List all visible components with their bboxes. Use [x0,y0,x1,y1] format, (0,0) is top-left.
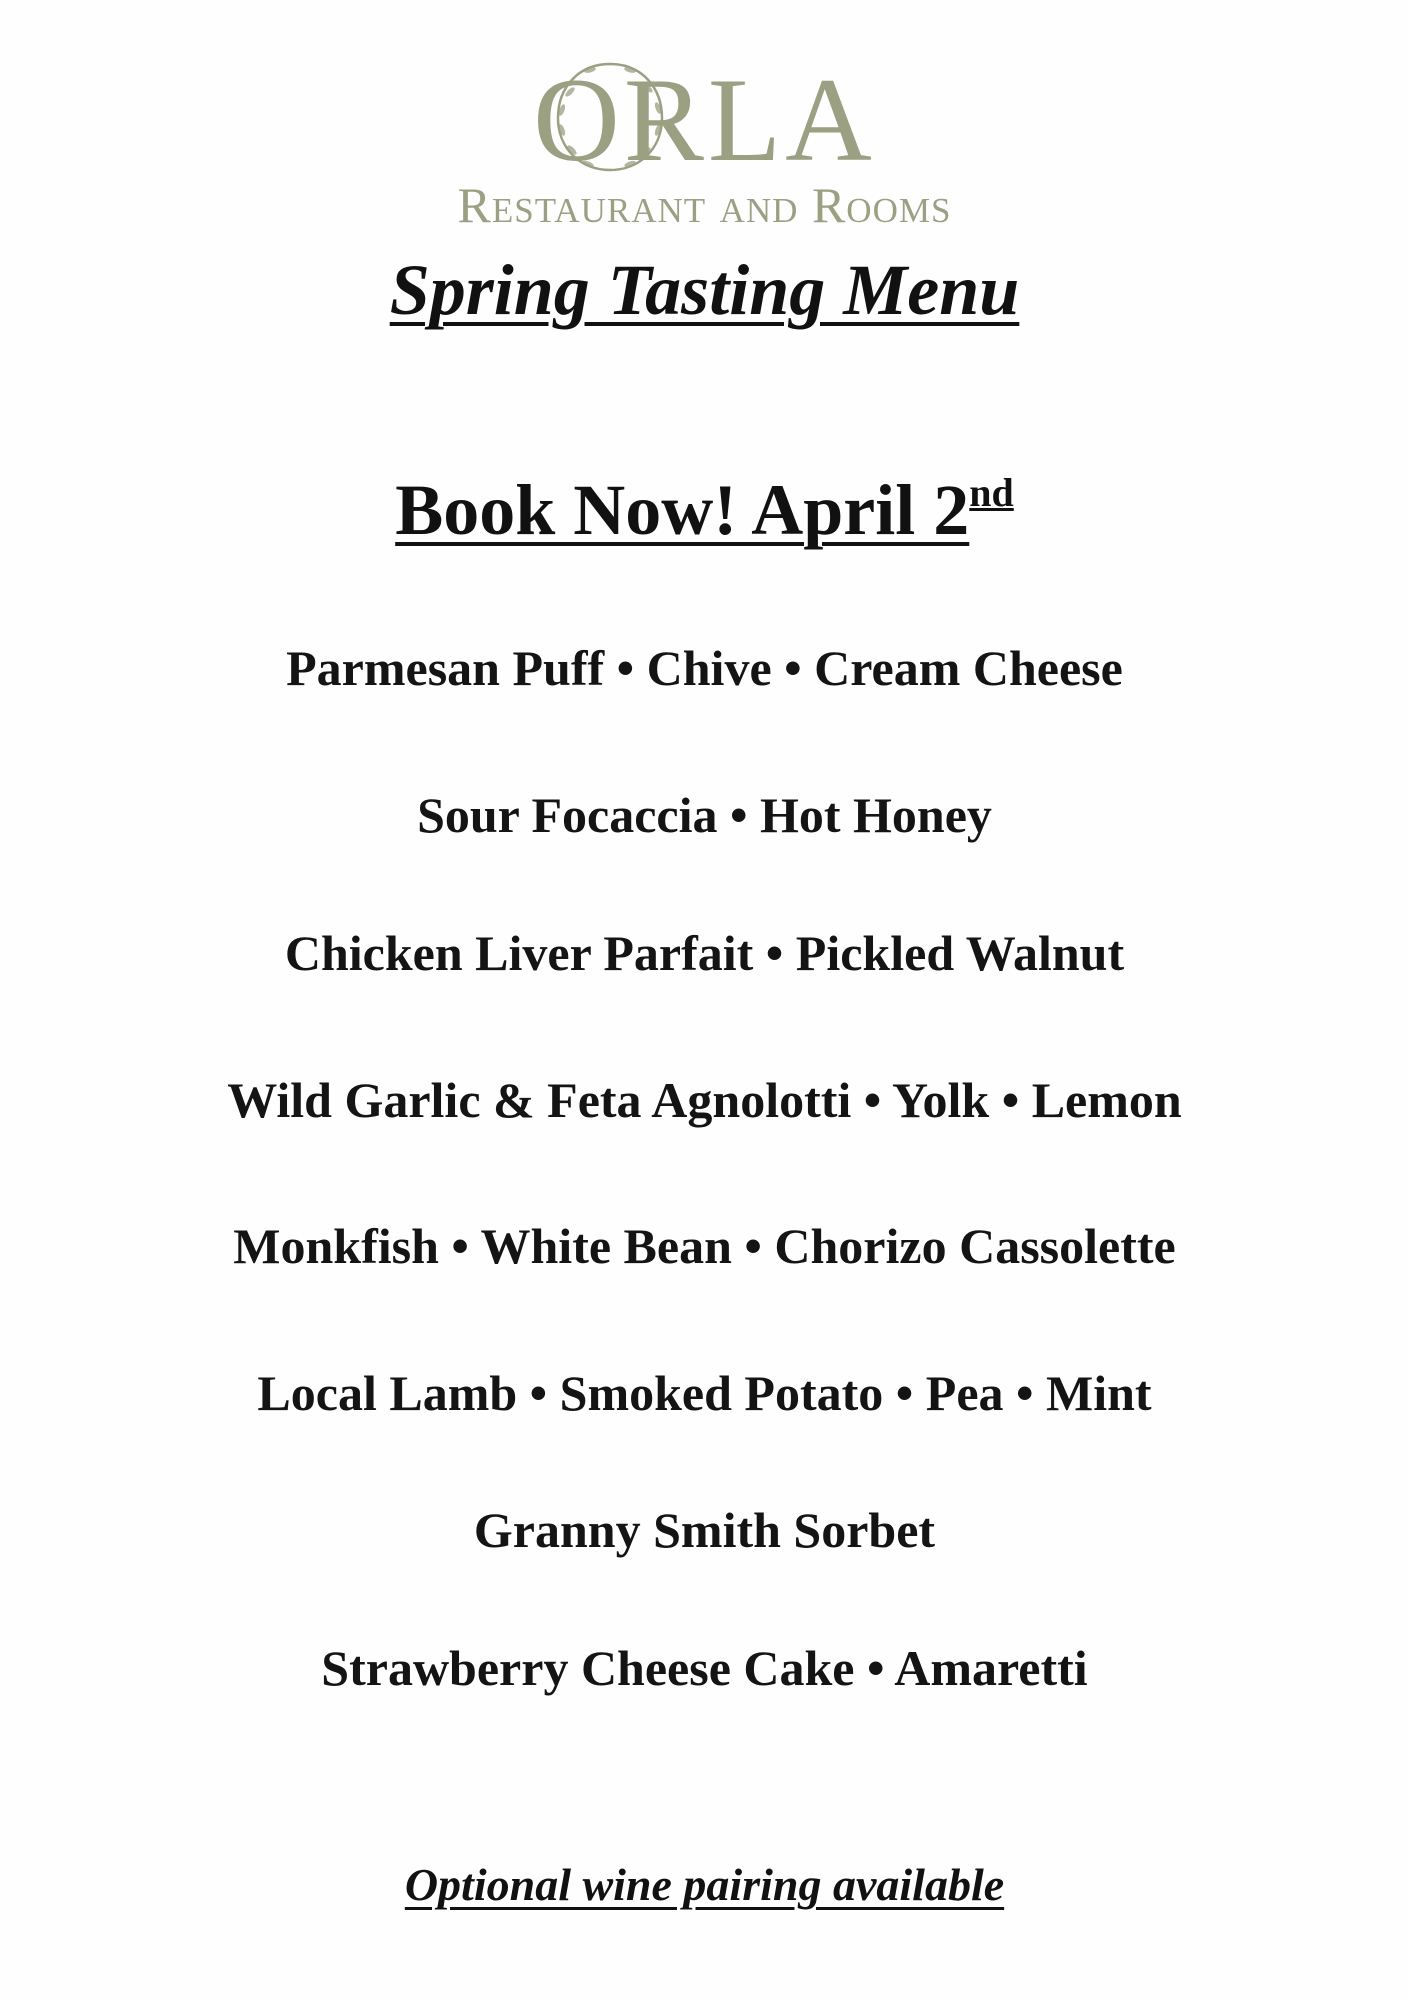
course-item: Strawberry Cheese Cake • Amaretti [321,1640,1088,1696]
course-item: Sour Focaccia • Hot Honey [417,787,992,843]
course-item: Parmesan Puff • Chive • Cream Cheese [286,640,1123,696]
course-item: Chicken Liver Parfait • Pickled Walnut [284,925,1125,981]
booking-text: Book Now! April 2 [395,470,970,550]
course-item: Granny Smith Sorbet [473,1502,936,1558]
booking-heading [0,455,1409,565]
booking-date-suffix: nd [969,470,1014,515]
menu-title: Spring Tasting Menu [389,250,1020,330]
brand-name: ORLA [533,53,876,186]
brand-subtitle: Restaurant and Rooms [457,177,952,233]
course-item: Wild Garlic & Feta Agnolotti • Yolk • Lemon [227,1072,1182,1128]
restaurant-logo [0,50,1409,240]
wine-pairing-note: Optional wine pairing available [404,1859,1005,1910]
course-item: Local Lamb • Smoked Potato • Pea • Mint [257,1365,1152,1421]
course-item: Monkfish • White Bean • Chorizo Cassolette [233,1218,1176,1274]
